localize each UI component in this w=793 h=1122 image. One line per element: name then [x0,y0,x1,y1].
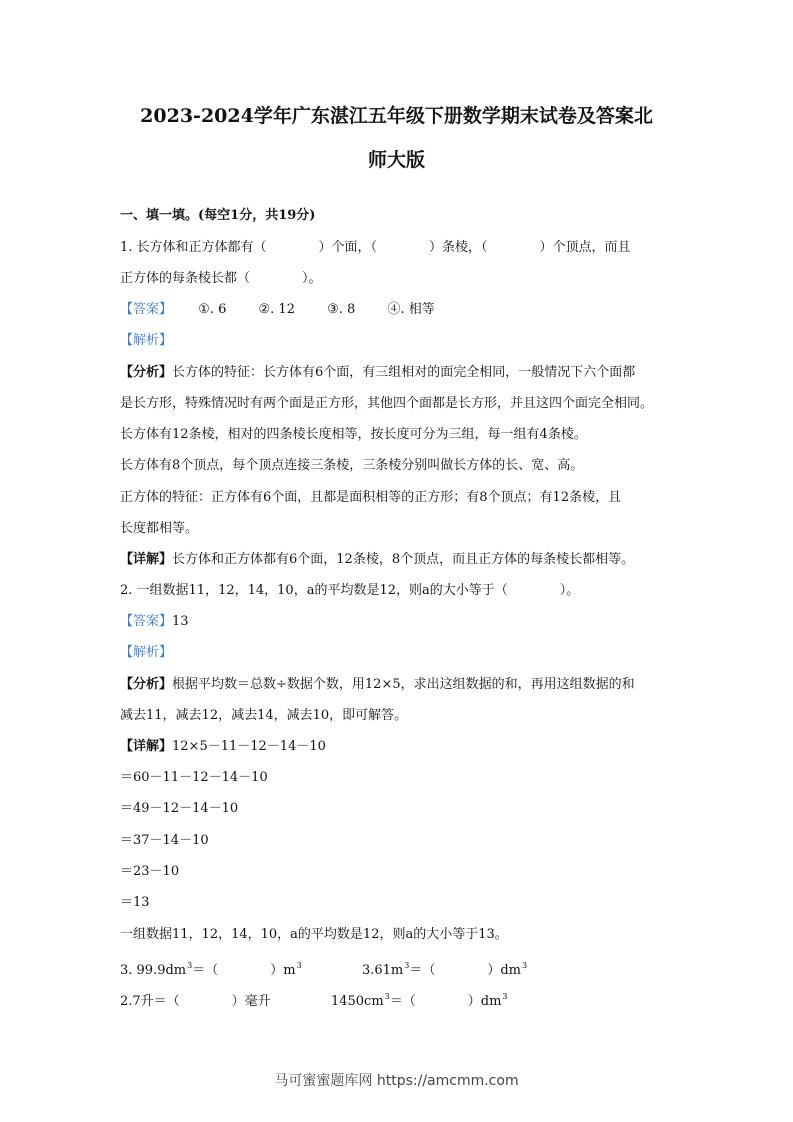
q1-xiangjie-line [120,551,634,569]
q2-step: ＝37－14－10 [120,833,209,848]
q2-step: ＝13 [120,895,150,910]
q2-analysis-label: 【解析】 [120,645,173,660]
q2-fenxi-line [120,676,635,694]
q2-fenxi-line: 减去11，减去12，减去14，减去10，即可解答。 [120,708,408,723]
q1-analysis-label: 【解析】 [120,333,173,348]
q2-fenxi-text: 根据平均数＝总数÷数据个数，用12×5，求出这组数据的和，再用这组数据的和 [172,677,635,692]
q1-answer-3: ③. 8 [327,302,356,317]
q1-fenxi-text: 长方体的特征：长方体有6个面，有三组相对的面完全相同，一般情况下六个面都 [172,365,636,380]
q1-xiangjie-text: 长方体和正方体都有6个面，12条棱，8个顶点，而且正方体的每条棱长都相等。 [172,552,635,567]
q1-answer-1: ①. 6 [198,302,227,317]
q3-row-1 [120,957,527,980]
footer-watermark: 马可蜜蜜题库网 https://amcmm.com [274,1073,519,1089]
answer-label: 【答案】 [120,614,173,629]
q3-item: 1450cm [330,994,384,1009]
q2-step: ＝23－10 [120,864,180,879]
doc-title-line1: 2023-2024学年广东湛江五年级下册数学期末试卷及答案北 [140,105,653,127]
doc-title-line2: 师大版 [367,149,425,171]
q3-row-2 [120,988,508,1011]
q2-step: ＝60－11－12－14－10 [120,770,268,785]
q2-xiangjie-line [120,738,326,756]
answer-label: 【答案】 [120,302,173,317]
q2-step: ＝49－12－14－10 [120,801,239,816]
q3-item: ＝（ ）m [192,963,296,978]
q1-fenxi-line: 正方体的特征：正方体有6个面，且都是面积相等的正方形；有8个顶点；有12条棱，且 [120,490,622,505]
xiangjie-label: 【详解】 [120,739,173,754]
q1-fenxi-line [120,364,635,382]
q1-text-line1: 1. 长方体和正方体都有（ ）个面，（ ）条棱，（ ）个顶点，而且 [120,240,631,255]
xiangjie-label: 【详解】 [120,552,173,567]
fenxi-label: 【分析】 [120,365,173,380]
fenxi-label: 【分析】 [120,677,173,692]
q2-step: 12×5－11－12－14－10 [172,739,326,754]
q1-fenxi-line: 是长方形，特殊情况时有两个面是正方形，其他四个面都是长方形，并且这四个面完全相同。 [120,396,654,411]
q3-item: 2.7升＝（ ）毫升 [120,994,271,1009]
q3-item: ＝（ ）dm [409,963,521,978]
superscript: 3 [502,992,508,1001]
q1-fenxi-line: 长方体有12条棱，相对的四条棱长度相等，按长度可分为三组，每一组有4条棱。 [120,427,587,442]
q2-text: 2. 一组数据11，12，14，10，a的平均数是12，则a的大小等于（ ）。 [120,583,580,598]
q3-item: 3.61m [361,963,404,978]
superscript: 3 [187,961,193,970]
superscript: 3 [521,961,528,970]
superscript: 3 [296,961,302,970]
q1-fenxi-line: 长度都相等。 [120,521,199,536]
q1-answer-2: ②. 12 [258,302,295,317]
q1-fenxi-line: 长方体有8个顶点，每个顶点连接三条棱，三条棱分别叫做长方体的长、宽、高。 [120,458,584,473]
q1-answer-4: ④. 相等 [387,302,435,317]
q2-conclusion: 一组数据11，12，14，10，a的平均数是12，则a的大小等于13。 [120,927,508,942]
q1-text-line2: 正方体的每条棱长都（ ）。 [120,271,322,286]
superscript: 3 [404,961,410,970]
q3-item: 3. 99.9dm [120,963,187,978]
q2-answer: 13 [172,614,189,629]
q1-answer-row [120,301,435,319]
section-heading: 一、填一填。(每空1分，共19分) [120,208,316,223]
superscript: 3 [384,992,390,1001]
q3-item: ＝（ ）dm [389,994,502,1009]
q2-answer-row [120,613,189,631]
